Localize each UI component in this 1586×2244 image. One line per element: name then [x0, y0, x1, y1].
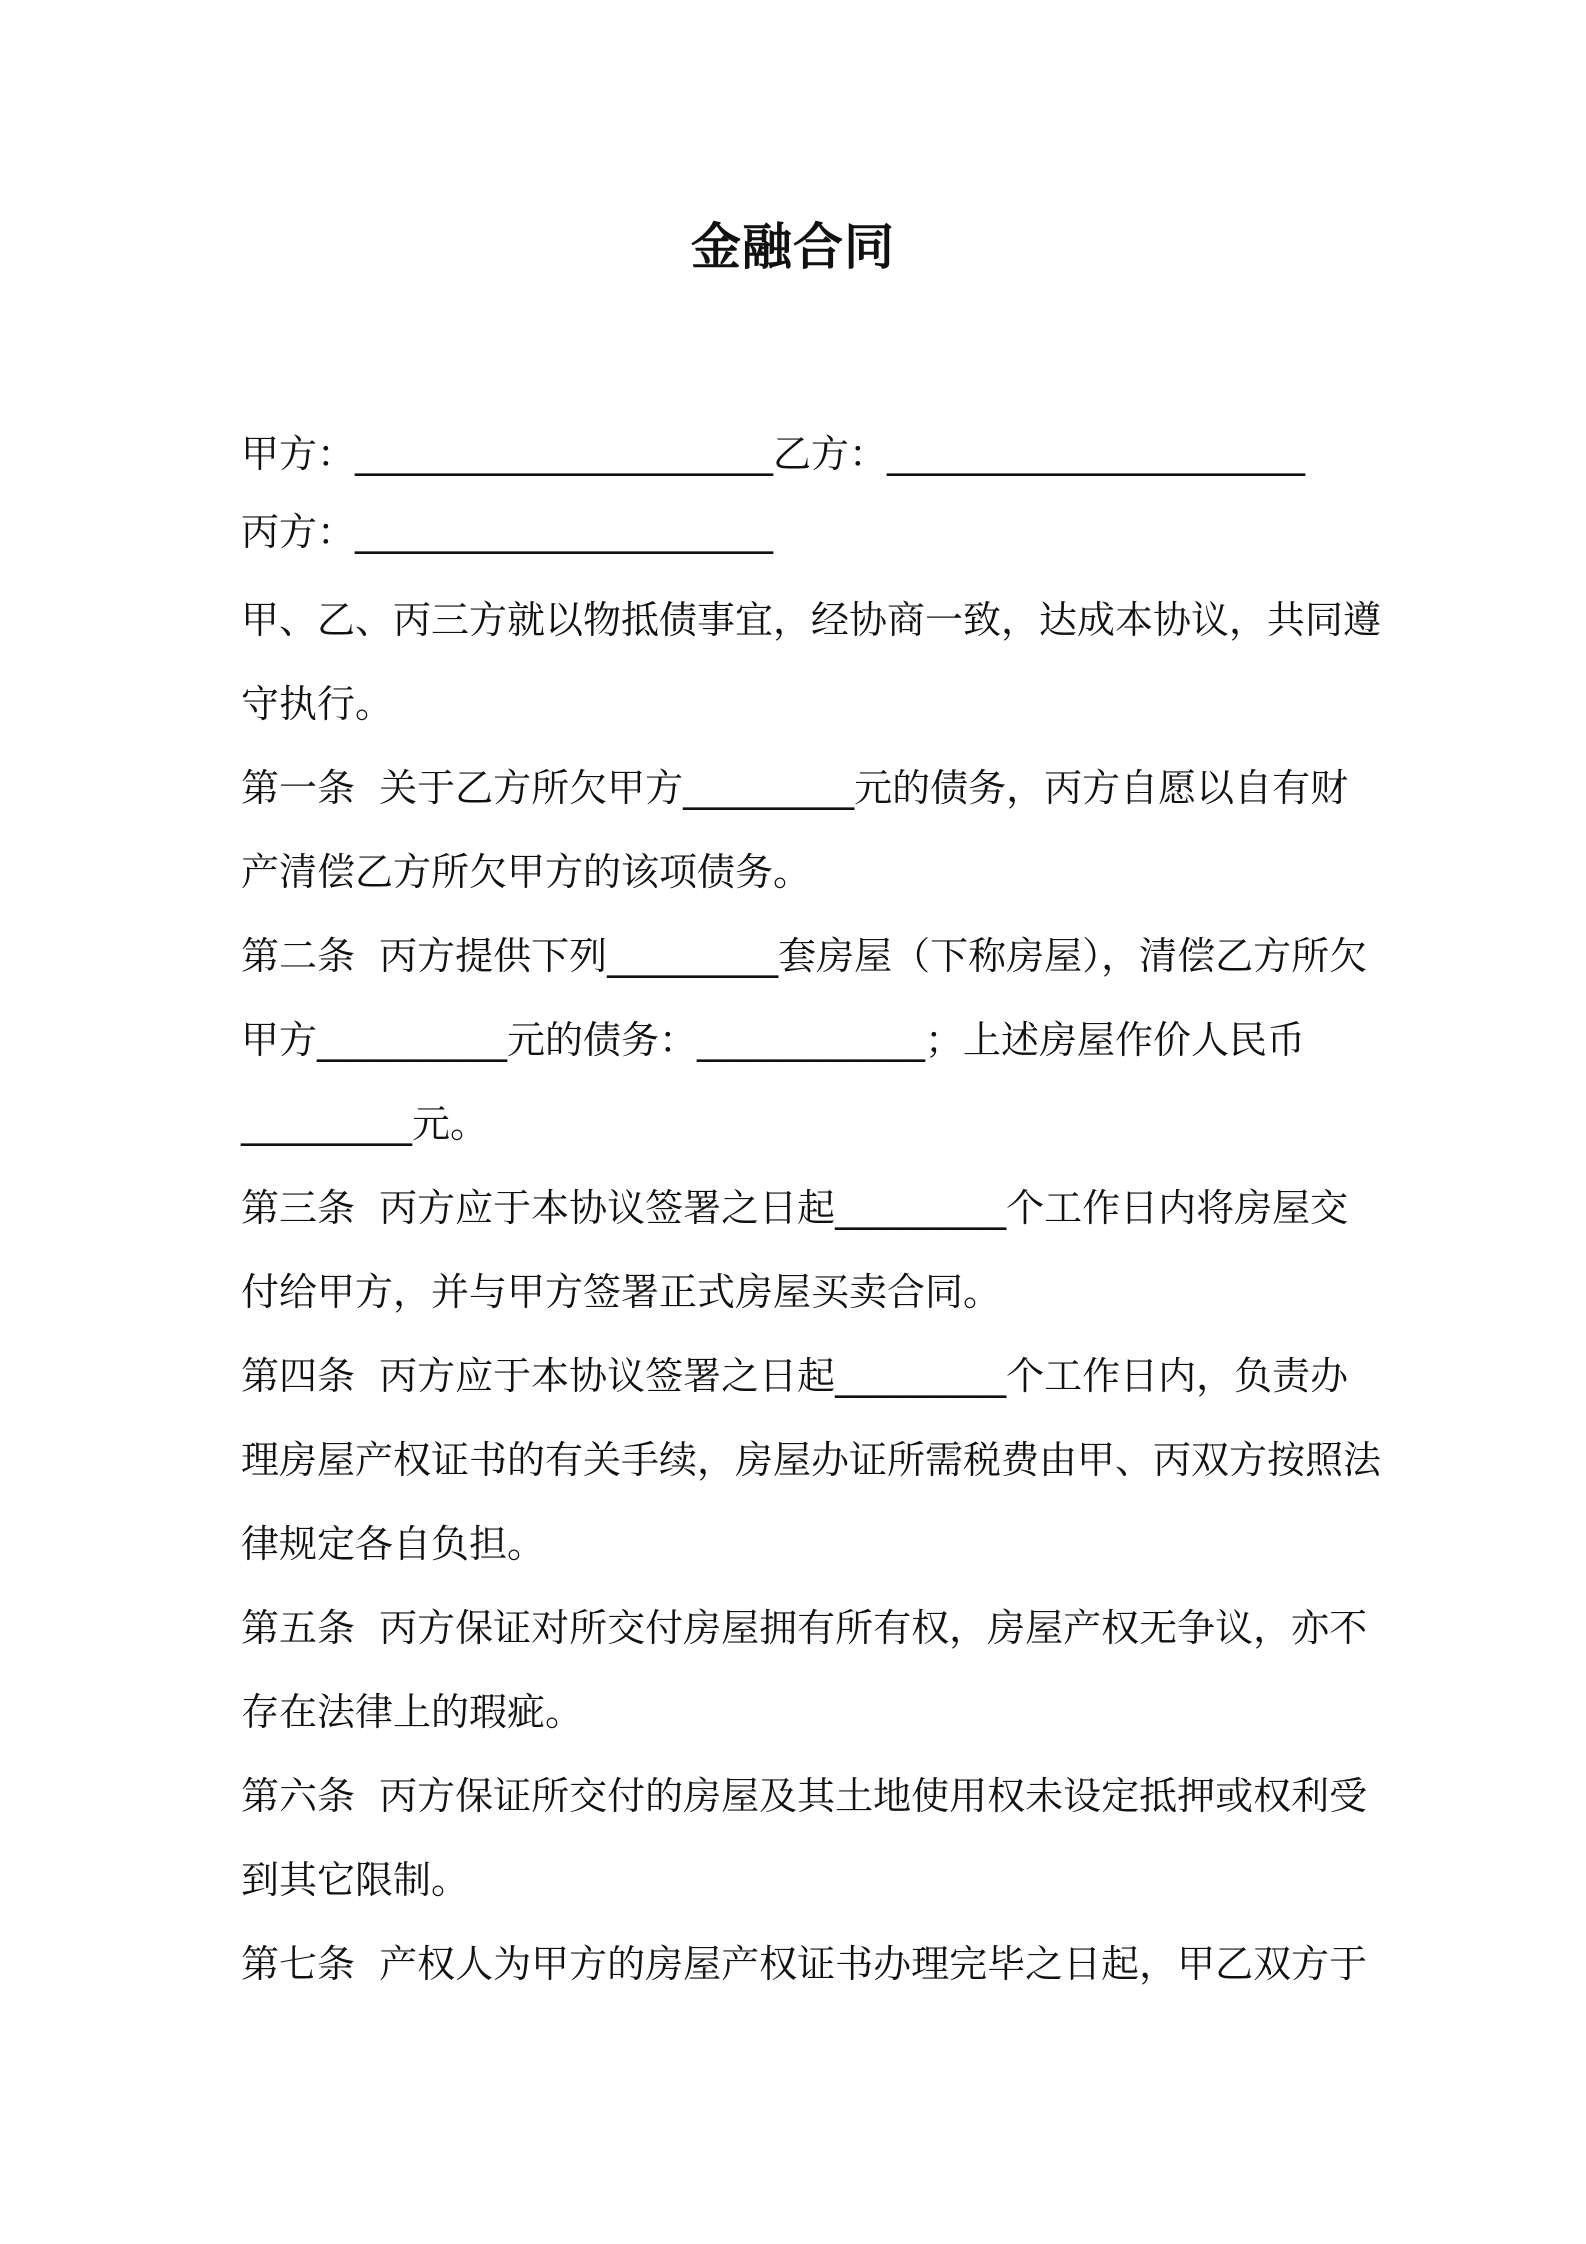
paragraph-line: 第六条 丙方保证所交付的房屋及其土地使用权未设定抵押或权利受 — [241, 1774, 1368, 1818]
article-2 — [241, 914, 1368, 1166]
paragraph-line: 第四条 丙方应于本协议签署之日起_________个工作日内，负责办 — [241, 1354, 1349, 1398]
paragraph-line: 甲、乙、丙三方就以物抵债事宜，经协商一致，达成本协议，共同遵 — [241, 598, 1382, 642]
parties-line-jia-yi: 甲方：______________________乙方：______________________ — [241, 432, 1306, 476]
paragraph-line: 律规定各自负担。 — [241, 1522, 546, 1566]
document-title: 金融合同 — [691, 218, 895, 276]
paragraph-line: 第三条 丙方应于本协议签署之日起_________个工作日内将房屋交 — [241, 1186, 1349, 1230]
paragraph-line: 守执行。 — [241, 682, 394, 726]
paragraph-line: _________元。 — [241, 1102, 489, 1146]
article-7 — [241, 1922, 1368, 2006]
document-body — [241, 412, 1382, 2006]
parties-line-bing: 丙方：______________________ — [241, 510, 774, 554]
paragraph-line: 付给甲方，并与甲方签署正式房屋买卖合同。 — [241, 1270, 1002, 1314]
article-1 — [241, 746, 1351, 914]
paragraph-line: 到其它限制。 — [241, 1858, 470, 1902]
article-5 — [241, 1586, 1368, 1754]
intro-paragraph — [241, 578, 1382, 746]
article-3 — [241, 1166, 1351, 1334]
paragraph-line: 存在法律上的瑕疵。 — [241, 1690, 584, 1734]
paragraph-line: 第五条 丙方保证对所交付房屋拥有所有权，房屋产权无争议，亦不 — [241, 1606, 1368, 1650]
article-6 — [241, 1754, 1368, 1922]
paragraph-line: 产清偿乙方所欠甲方的该项债务。 — [241, 850, 812, 894]
article-4 — [241, 1334, 1382, 1586]
paragraph-line: 第二条 丙方提供下列_________套房屋（下称房屋），清偿乙方所欠 — [241, 934, 1368, 978]
paragraph-line: 甲方__________元的债务：____________；上述房屋作价人民币 — [241, 1018, 1306, 1062]
paragraph-line: 理房屋产权证书的有关手续，房屋办证所需税费由甲、丙双方按照法 — [241, 1438, 1382, 1482]
paragraph-line: 第七条 产权人为甲方的房屋产权证书办理完毕之日起，甲乙双方于 — [241, 1942, 1368, 1986]
paragraph-line: 第一条 关于乙方所欠甲方_________元的债务，丙方自愿以自有财 — [241, 766, 1349, 810]
